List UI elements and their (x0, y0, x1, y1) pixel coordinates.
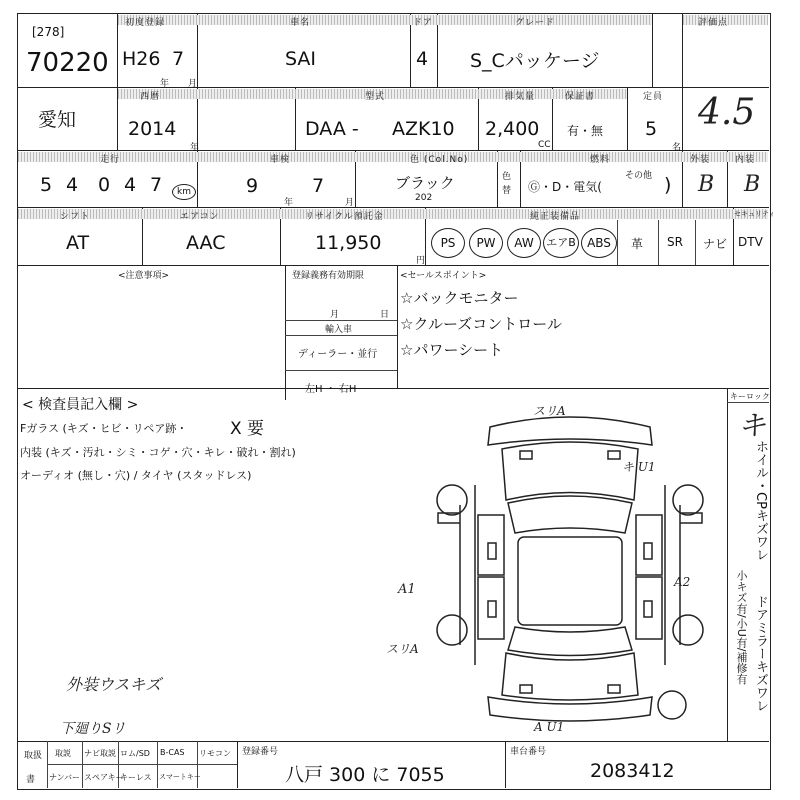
shift: AT (66, 232, 90, 254)
region: 愛知 (38, 109, 77, 131)
era-year: H26 (122, 48, 161, 70)
equip-dtv: DTV (738, 235, 763, 249)
inspection-year-unit: 年 (284, 198, 294, 208)
fuel-label: 燃料 (590, 155, 611, 165)
security-label: セキュリティ (734, 210, 776, 218)
year-label: 西暦 (140, 92, 161, 102)
era-month: 7 (172, 48, 185, 70)
inspection-label: 車検 (270, 155, 291, 165)
model-code: AZK10 (392, 118, 455, 140)
cc-unit: CC (538, 140, 551, 150)
mileage-digit: 4 (66, 174, 79, 196)
mileage-digit: 0 (98, 174, 111, 196)
day-mark: 日 (380, 310, 390, 320)
km-mark: km (172, 184, 196, 200)
import-label: 輸入車 (325, 325, 353, 335)
fuel-close: ) (664, 174, 672, 196)
dealer-parallel: ディーラー・並行 (298, 349, 378, 360)
sales-point-1: ☆バックモニター (400, 289, 519, 307)
model-year: 2014 (128, 118, 177, 140)
footer-col1-bottom: 書 (26, 775, 36, 785)
inspector-title: < 検査員記入欄 > (22, 397, 139, 413)
grade: S_Cパッケージ (470, 50, 600, 72)
recycle-fee: 11,950 (315, 232, 382, 254)
sales-point-2: ☆クルーズコントロール (400, 315, 562, 333)
damage-mark-front: スリA (533, 404, 566, 418)
ac-label: エアコン (180, 212, 220, 222)
inspection-line-1: Fガラス (キズ・ヒビ・リペア跡・ (20, 422, 188, 435)
equip-navi: ナビ (703, 237, 728, 251)
reg-expiry-label: 登録義務有効期限 (292, 271, 365, 281)
color-label: 色 (Col.No) (410, 155, 469, 165)
recycle-label: リサイクル預託金 (305, 212, 384, 222)
key-lock-label: キーロック (730, 392, 770, 401)
rule (682, 13, 683, 150)
equip-leather: 革 (631, 237, 644, 251)
car-diagram (420, 405, 720, 740)
caution-label: <注意事項> (118, 271, 170, 281)
equip-aw: AW (507, 228, 541, 258)
rule (17, 265, 769, 266)
exterior-label: 外装 (690, 155, 711, 165)
damage-mark-right-front: キ U1 (622, 460, 656, 474)
warranty-label: 保証書 (565, 92, 596, 102)
inspection-month-unit: 月 (345, 198, 355, 208)
damage-mark-right: A2 (674, 575, 691, 589)
color: ブラック (395, 174, 455, 192)
footer-keyless: キーレス (120, 773, 152, 782)
rule (285, 370, 397, 371)
rule (285, 320, 397, 321)
grade-label: グレード (515, 18, 556, 28)
rule (17, 207, 769, 208)
header-bar (18, 209, 768, 219)
footer-rom-sd: ロム/SD (120, 749, 150, 758)
color-no: 202 (415, 193, 433, 203)
equip-sr: SR (667, 235, 683, 249)
rule (117, 13, 118, 150)
minor-damage-note: 小キズ有/小U有/補修有 (735, 570, 748, 685)
rule (617, 220, 618, 265)
mileage-digit: 4 (124, 174, 137, 196)
footer-spare-key: スペアキー (84, 773, 124, 782)
handle-side: 左H ・ 右H (305, 384, 357, 395)
registration-label: 初度登録 (125, 18, 166, 28)
rule (727, 388, 728, 741)
color-change: 色替 (502, 172, 512, 196)
equip-abs: ABS (581, 228, 617, 258)
footer-bcas: B-CAS (160, 748, 185, 757)
car-name: SAI (285, 48, 317, 70)
sales-label: <セールスポイント> (400, 271, 487, 281)
capacity-unit: 名 (672, 143, 682, 153)
mirror-note: ドアミラーキズワレ (753, 595, 768, 712)
lot-label: [278] (32, 25, 65, 39)
lot-number: 70220 (26, 48, 109, 78)
rule (397, 265, 398, 388)
equip-ps: PS (431, 228, 465, 258)
rule (17, 150, 769, 151)
damage-mark-rear: A U1 (534, 720, 565, 734)
inspection-month: 7 (312, 175, 325, 197)
year-unit: 年 (160, 79, 170, 89)
damage-mark-left: A1 (398, 582, 416, 597)
wheel-note: ホイル・CPキズワレ (753, 440, 768, 561)
rule (658, 220, 659, 265)
chassis-label: 車台番号 (510, 747, 547, 757)
plate-number: 八戸 300 に 7055 (285, 764, 445, 786)
door-label: ドア (413, 18, 433, 28)
yen-unit: 円 (416, 256, 426, 266)
glass-mark: X 要 (230, 419, 265, 439)
mileage-digit: 7 (150, 174, 163, 196)
handwritten-note-2: 下廻りSリ (60, 721, 126, 737)
header-bar (118, 15, 652, 25)
rule (285, 265, 286, 400)
equip-pw: PW (469, 228, 503, 258)
shift-label: シフト (60, 212, 91, 222)
rule (17, 87, 769, 88)
displacement: 2,400 (485, 118, 540, 140)
handwritten-note-1: 外装ウスキズ (66, 675, 162, 694)
month-mark: 月 (330, 310, 340, 320)
mileage-digit: 5 (40, 174, 53, 196)
equipment-label: 純正装備品 (530, 212, 581, 222)
model-year-unit: 年 (190, 143, 200, 153)
footer-number: ナンバー (49, 773, 81, 782)
rule (652, 13, 653, 87)
sales-point-3: ☆パワーシート (400, 341, 504, 359)
fuel-other: その他 (625, 171, 653, 181)
month-unit: 月 (188, 79, 198, 89)
inspection-line-3: オーディオ (無し・穴) / タイヤ (スタッドレス) (20, 469, 252, 482)
rule (727, 402, 769, 403)
mileage-label: 走行 (100, 155, 121, 165)
plate-label: 登録番号 (242, 747, 279, 757)
inspection-line-2: 内装 (キズ・汚れ・シミ・コゲ・穴・キレ・破れ・割れ) (20, 446, 296, 459)
equip-airbag: エアB (543, 228, 579, 258)
interior-grade: B (744, 172, 761, 197)
key-lock-mark: キ (738, 409, 767, 442)
rule (695, 220, 696, 265)
door-count: 4 (416, 48, 429, 70)
rule (627, 87, 628, 150)
model-prefix: DAA - (305, 118, 359, 140)
rule (237, 741, 238, 788)
fuel-options: Ⓖ・D・電気( (528, 180, 602, 194)
header-bar (18, 152, 768, 162)
rule (47, 764, 237, 765)
rule (285, 335, 397, 336)
rule (505, 741, 506, 788)
inspection-year: 9 (246, 175, 259, 197)
footer-manual: 取説 (55, 749, 71, 758)
footer-smart-key: スマートキー (159, 773, 201, 781)
footer-navi-manual: ナビ取説 (84, 749, 116, 758)
model-label: 型式 (365, 92, 386, 102)
exterior-grade: B (698, 172, 715, 197)
score-label: 評価点 (698, 18, 729, 28)
damage-mark-left-rear: スリA (386, 642, 419, 656)
rule (17, 741, 769, 742)
car-name-label: 車名 (290, 18, 311, 28)
capacity: 5 (645, 118, 658, 140)
displacement-label: 排気量 (505, 92, 536, 102)
interior-label: 内装 (735, 155, 756, 165)
ac: AAC (186, 232, 226, 254)
chassis-number: 2083412 (590, 760, 675, 782)
footer-remote: リモコン (199, 749, 231, 758)
score: 4.5 (698, 92, 756, 133)
rule (17, 388, 769, 389)
footer-col1-top: 取扱 (24, 751, 43, 761)
warranty: 有・無 (567, 124, 604, 138)
capacity-label: 定員 (643, 92, 664, 102)
